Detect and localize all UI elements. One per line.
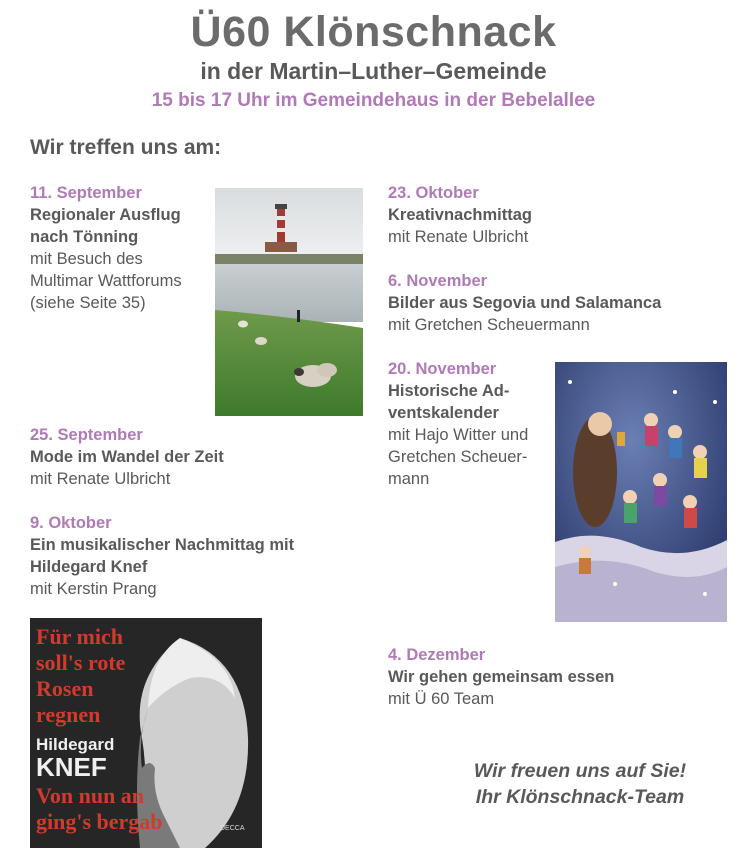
time-place-line: 15 bis 17 Uhr im Gemeindehaus in der Bebelallee — [151, 90, 596, 111]
event-4-dezember — [388, 644, 614, 710]
event-description: mit Renate Ulbricht — [388, 228, 529, 246]
event-description: mit Gretchen Scheuermann — [388, 316, 590, 334]
event-title: Wir gehen gemeinsam essen — [388, 668, 615, 686]
advent-calendar-picture — [555, 362, 727, 622]
album-title-line: soll's rote — [36, 650, 126, 675]
event-description: mit Hajo Witter und — [388, 426, 529, 444]
event-11-september — [30, 182, 182, 314]
intro-heading: Wir treffen uns am: — [30, 136, 222, 159]
event-6-november — [388, 270, 661, 336]
event-date: 20. November — [388, 360, 497, 378]
page-title: Ü60 Klönschnack — [190, 8, 557, 56]
event-date: 11. September — [30, 184, 142, 202]
album-bottom-line: ging's bergab — [36, 809, 163, 834]
album-artist-first-name: Hildegard — [36, 735, 115, 754]
album-artist-last-name: KNEF — [36, 752, 107, 782]
event-date: 9. Oktober — [30, 514, 112, 532]
event-date: 25. September — [30, 426, 143, 444]
event-title: Bilder aus Segovia und Salamanca — [388, 294, 662, 312]
event-description: mit Renate Ulbricht — [30, 470, 171, 488]
event-title: nach Tönning — [30, 228, 139, 246]
event-description: Gretchen Scheuer- — [388, 448, 528, 466]
event-title: Ein musikalischer Nachmittag mit — [30, 536, 295, 554]
event-description: Multimar Wattforums — [30, 272, 182, 290]
record-label: DECCA — [220, 825, 245, 832]
event-title: Mode im Wandel der Zeit — [30, 448, 224, 466]
event-date: 4. Dezember — [388, 646, 486, 664]
event-title: ventskalender — [388, 404, 499, 422]
album-title-line: Für mich — [36, 624, 123, 649]
closing-line: Wir freuen uns auf Sie! — [473, 760, 687, 782]
event-20-november — [388, 358, 528, 490]
closing-greeting — [440, 758, 720, 810]
event-23-oktober — [388, 182, 532, 248]
event-description: mit Kerstin Prang — [30, 580, 157, 598]
page-subtitle: in der Martin–Luther–Gemeinde — [200, 58, 547, 84]
hildegard-knef-album-cover — [30, 618, 262, 848]
event-description: mann — [388, 470, 430, 488]
album-bottom-line: Von nun an — [36, 783, 145, 808]
event-description: mit Besuch des — [30, 250, 143, 268]
event-description: mit Ü 60 Team — [388, 690, 495, 708]
event-description: (siehe Seite 35) — [30, 294, 146, 312]
closing-line: Ihr Klönschnack-Team — [475, 786, 685, 808]
event-title: Hildegard Knef — [30, 558, 148, 576]
event-date: 6. November — [388, 272, 488, 290]
event-date: 23. Oktober — [388, 184, 479, 202]
event-title: Kreativnachmittag — [388, 206, 532, 224]
event-title: Historische Ad- — [388, 382, 510, 400]
album-title-line: regnen — [36, 702, 101, 727]
event-9-oktober — [30, 512, 294, 600]
album-title-line: Rosen — [36, 676, 94, 701]
lighthouse-sheep-photo — [215, 188, 363, 416]
event-25-september — [30, 424, 224, 490]
event-title: Regionaler Ausflug — [30, 206, 181, 224]
